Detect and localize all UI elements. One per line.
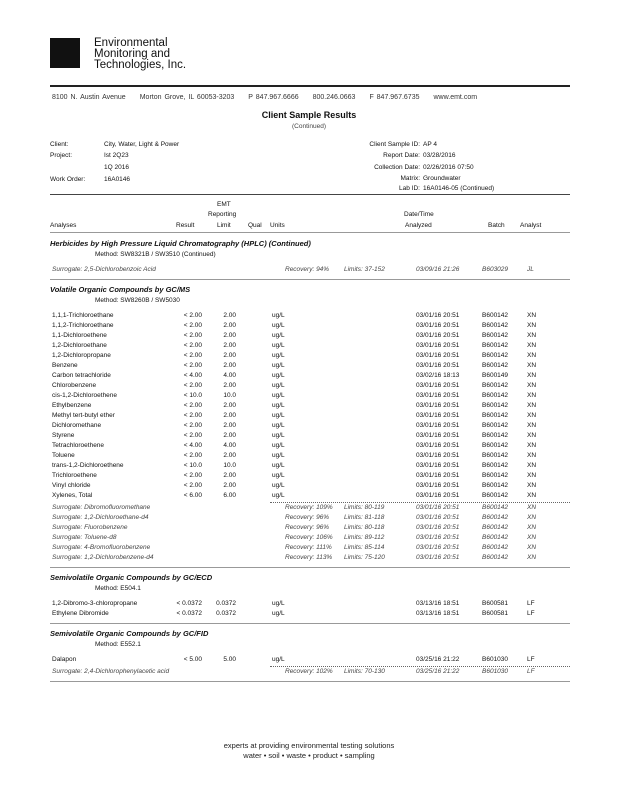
surrogate-row bbox=[0, 266, 618, 276]
reporting-limit: 2.00 bbox=[223, 332, 236, 339]
reporting-limit: 2.00 bbox=[223, 342, 236, 349]
analyst: XN bbox=[527, 422, 537, 429]
batch: B600142 bbox=[482, 432, 509, 439]
surrogate-name: Surrogate: Dibromofluoromethane bbox=[52, 504, 151, 511]
batch: B600142 bbox=[482, 332, 509, 339]
analyte-name: Tetrachloroethene bbox=[52, 442, 105, 449]
limits: Limits: 80-118 bbox=[344, 524, 385, 531]
reporting-limit: 2.00 bbox=[223, 472, 236, 479]
table-row bbox=[0, 600, 618, 610]
units: ug/L bbox=[272, 342, 285, 349]
date-analyzed: 03/01/16 20:51 bbox=[416, 514, 460, 521]
units: ug/L bbox=[272, 462, 285, 469]
analyst: XN bbox=[527, 322, 537, 329]
surrogate-name: Surrogate: 4-Bromofluorobenzene bbox=[52, 544, 151, 551]
result: < 4.00 bbox=[183, 442, 202, 449]
surrogate-row bbox=[0, 504, 618, 514]
result: < 2.00 bbox=[183, 402, 202, 409]
result: < 2.00 bbox=[183, 472, 202, 479]
date-analyzed: 03/01/16 20:51 bbox=[416, 382, 460, 389]
date-analyzed: 03/01/16 20:51 bbox=[416, 492, 460, 499]
table-row bbox=[0, 322, 618, 332]
batch: B600142 bbox=[482, 544, 509, 551]
surrogate-row bbox=[0, 514, 618, 524]
date-analyzed: 03/01/16 20:51 bbox=[416, 322, 460, 329]
analyst: XN bbox=[527, 432, 537, 439]
reporting-limit: 10.0 bbox=[223, 392, 236, 399]
table-row bbox=[0, 402, 618, 412]
client-value: City, Water, Light & Power bbox=[104, 141, 180, 148]
date-analyzed: 03/01/16 20:51 bbox=[416, 534, 460, 541]
analyst: XN bbox=[527, 402, 537, 409]
batch: B600142 bbox=[482, 322, 509, 329]
date-analyzed: 03/01/16 20:51 bbox=[416, 362, 460, 369]
batch: B600142 bbox=[482, 422, 509, 429]
date-analyzed: 03/01/16 20:51 bbox=[416, 342, 460, 349]
date-analyzed: 03/25/16 21:22 bbox=[416, 668, 460, 675]
surrogate-name: Surrogate: Toluene-d8 bbox=[52, 534, 117, 541]
reporting-limit: 0.0372 bbox=[216, 610, 236, 617]
analyst: XN bbox=[527, 332, 537, 339]
surrogate-name: Surrogate: 1,2-Dichlorobenzene-d4 bbox=[52, 554, 154, 561]
result: < 10.0 bbox=[183, 392, 202, 399]
analyte-name: Xylenes, Total bbox=[52, 492, 93, 499]
date-analyzed: 03/01/16 20:51 bbox=[416, 402, 460, 409]
analyte-name: 1,2-Dichloropropane bbox=[52, 352, 111, 359]
company-name-line: Technologies, Inc. bbox=[94, 59, 187, 71]
batch: B600581 bbox=[482, 600, 509, 607]
analyte-name: Benzene bbox=[52, 362, 78, 369]
batch: B600142 bbox=[482, 452, 509, 459]
units: ug/L bbox=[272, 422, 285, 429]
analyst: XN bbox=[527, 504, 537, 511]
result: < 2.00 bbox=[183, 362, 202, 369]
limits: Limits: 85-114 bbox=[344, 544, 385, 551]
surrogate-name: Surrogate: 2,5-Dichlorobenzoic Acid bbox=[52, 266, 156, 273]
analyst: LF bbox=[527, 610, 535, 617]
analyst: XN bbox=[527, 534, 537, 541]
table-row bbox=[0, 412, 618, 422]
analyst: XN bbox=[527, 382, 537, 389]
date-analyzed: 03/01/16 20:51 bbox=[416, 482, 460, 489]
result: < 2.00 bbox=[183, 482, 202, 489]
batch: B600142 bbox=[482, 352, 509, 359]
analyte-name: 1,1-Dichloroethene bbox=[52, 332, 107, 339]
batch: B600142 bbox=[482, 442, 509, 449]
batch: B600142 bbox=[482, 554, 509, 561]
section-title: Semivolatile Organic Compounds by GC/ECD bbox=[50, 573, 213, 582]
batch: B600142 bbox=[482, 402, 509, 409]
company-address bbox=[52, 94, 491, 101]
result: < 0.0372 bbox=[176, 610, 202, 617]
reporting-limit: 2.00 bbox=[223, 362, 236, 369]
batch: B600581 bbox=[482, 610, 509, 617]
header-reporting: Reporting bbox=[208, 211, 237, 218]
result: < 2.00 bbox=[183, 322, 202, 329]
analyst: XN bbox=[527, 312, 537, 319]
company-name-line: Environmental bbox=[94, 37, 168, 49]
sample-id-value: AP 4 bbox=[423, 141, 437, 148]
units: ug/L bbox=[272, 362, 285, 369]
date-analyzed: 03/09/16 21:26 bbox=[416, 266, 460, 273]
analyte-name: Dichloromethane bbox=[52, 422, 102, 429]
result: < 2.00 bbox=[183, 332, 202, 339]
recovery: Recovery: 94% bbox=[285, 266, 330, 273]
page-subtitle: (Continued) bbox=[292, 123, 326, 130]
result: < 6.00 bbox=[183, 492, 202, 499]
analyst: XN bbox=[527, 524, 537, 531]
section-title: Semivolatile Organic Compounds by GC/FID bbox=[50, 629, 209, 638]
table-row bbox=[0, 362, 618, 372]
reporting-limit: 0.0372 bbox=[216, 600, 236, 607]
result: < 2.00 bbox=[183, 412, 202, 419]
header-limit: Limit bbox=[217, 222, 231, 229]
date-analyzed: 03/01/16 20:51 bbox=[416, 544, 460, 551]
recovery: Recovery: 102% bbox=[285, 668, 333, 675]
batch: B600142 bbox=[482, 472, 509, 479]
date-analyzed: 03/01/16 20:51 bbox=[416, 312, 460, 319]
section-title: Volatile Organic Compounds by GC/MS bbox=[50, 285, 191, 294]
units: ug/L bbox=[272, 312, 285, 319]
method-label: Method: SW8321B / SW3510 (Continued) bbox=[95, 251, 216, 258]
reporting-limit: 4.00 bbox=[223, 372, 236, 379]
units: ug/L bbox=[272, 482, 285, 489]
batch: B600142 bbox=[482, 462, 509, 469]
analyte-name: 1,1,1-Trichloroethane bbox=[52, 312, 114, 319]
matrix-label: Matrix: bbox=[400, 175, 420, 182]
analyte-name: cis-1,2-Dichloroethene bbox=[52, 392, 118, 399]
reporting-limit: 2.00 bbox=[223, 432, 236, 439]
reporting-limit: 5.00 bbox=[223, 656, 236, 663]
units: ug/L bbox=[272, 452, 285, 459]
date-analyzed: 03/01/16 20:51 bbox=[416, 462, 460, 469]
method-label: Method: SW8260B / SW5030 bbox=[95, 297, 180, 304]
section-title: Herbicides by High Pressure Liquid Chromatography (HPLC) (Continued) bbox=[50, 239, 311, 248]
date-analyzed: 03/01/16 20:51 bbox=[416, 452, 460, 459]
phone: P 847.967.6666 bbox=[248, 94, 299, 101]
table-row bbox=[0, 392, 618, 402]
work-order-label: Work Order: bbox=[50, 176, 86, 183]
result: < 5.00 bbox=[183, 656, 202, 663]
date-analyzed: 03/01/16 20:51 bbox=[416, 422, 460, 429]
recovery: Recovery: 96% bbox=[285, 524, 330, 531]
analyst: XN bbox=[527, 544, 537, 551]
street: 8100 N. Austin Avenue bbox=[52, 94, 126, 101]
batch: B600142 bbox=[482, 382, 509, 389]
date-analyzed: 03/13/16 18:51 bbox=[416, 600, 460, 607]
batch: B600149 bbox=[482, 372, 509, 379]
analyst: XN bbox=[527, 412, 537, 419]
date-analyzed: 03/01/16 20:51 bbox=[416, 504, 460, 511]
result: < 2.00 bbox=[183, 312, 202, 319]
batch: B600142 bbox=[482, 524, 509, 531]
result: < 2.00 bbox=[183, 422, 202, 429]
table-row bbox=[0, 462, 618, 472]
reporting-limit: 6.00 bbox=[223, 492, 236, 499]
method-label: Method: E552.1 bbox=[95, 641, 141, 648]
method-label: Method: E504.1 bbox=[95, 585, 141, 592]
units: ug/L bbox=[272, 412, 285, 419]
website: www.emt.com bbox=[433, 94, 478, 101]
units: ug/L bbox=[272, 382, 285, 389]
reporting-limit: 4.00 bbox=[223, 442, 236, 449]
analyst: JL bbox=[527, 266, 534, 273]
analyte-name: trans-1,2-Dichloroethene bbox=[52, 462, 124, 469]
result: < 2.00 bbox=[183, 342, 202, 349]
reporting-limit: 2.00 bbox=[223, 482, 236, 489]
batch: B600142 bbox=[482, 362, 509, 369]
analyte-name: 1,2-Dibromo-3-chloropropane bbox=[52, 600, 138, 607]
project-value: Ist 2Q23 bbox=[104, 152, 129, 159]
batch: B600142 bbox=[482, 534, 509, 541]
reporting-limit: 2.00 bbox=[223, 402, 236, 409]
header-analyses: Analyses bbox=[50, 222, 77, 229]
analyte-name: 1,1,2-Trichloroethane bbox=[52, 322, 114, 329]
reporting-limit: 2.00 bbox=[223, 322, 236, 329]
header-qual: Qual bbox=[248, 222, 262, 229]
batch: B600142 bbox=[482, 482, 509, 489]
limits: Limits: 80-119 bbox=[344, 504, 385, 511]
table-row bbox=[0, 332, 618, 342]
table-row bbox=[0, 352, 618, 362]
batch: B600142 bbox=[482, 492, 509, 499]
analyst: XN bbox=[527, 514, 537, 521]
reporting-limit: 2.00 bbox=[223, 382, 236, 389]
analyst: XN bbox=[527, 362, 537, 369]
batch: B600142 bbox=[482, 392, 509, 399]
units: ug/L bbox=[272, 372, 285, 379]
units: ug/L bbox=[272, 610, 285, 617]
analyst: XN bbox=[527, 492, 537, 499]
header-batch: Batch bbox=[488, 222, 505, 229]
header-result: Result bbox=[176, 222, 195, 229]
analyte-name: Ethylbenzene bbox=[52, 402, 92, 409]
company-logo bbox=[50, 38, 80, 68]
table-row bbox=[0, 432, 618, 442]
analyst: XN bbox=[527, 352, 537, 359]
table-row bbox=[0, 422, 618, 432]
reporting-limit: 2.00 bbox=[223, 452, 236, 459]
limits: Limits: 70-130 bbox=[344, 668, 385, 675]
date-analyzed: 03/01/16 20:51 bbox=[416, 332, 460, 339]
date-analyzed: 03/01/16 20:51 bbox=[416, 412, 460, 419]
analyte-name: Methyl tert-butyl ether bbox=[52, 412, 115, 419]
result: < 2.00 bbox=[183, 382, 202, 389]
reporting-limit: 10.0 bbox=[223, 462, 236, 469]
collection-date-label: Collection Date: bbox=[374, 164, 420, 171]
units: ug/L bbox=[272, 322, 285, 329]
table-row bbox=[0, 492, 618, 502]
units: ug/L bbox=[272, 442, 285, 449]
company-name-line: Monitoring and bbox=[94, 48, 171, 60]
footer-tagline: experts at providing environmental testing solutions bbox=[223, 741, 395, 750]
table-row bbox=[0, 452, 618, 462]
table-row bbox=[0, 382, 618, 392]
surrogate-row bbox=[0, 668, 618, 678]
analyte-name: Carbon tetrachloride bbox=[52, 372, 111, 379]
result: < 2.00 bbox=[183, 452, 202, 459]
recovery: Recovery: 106% bbox=[285, 534, 333, 541]
recovery: Recovery: 96% bbox=[285, 514, 330, 521]
analyte-name: Trichloroethene bbox=[52, 472, 97, 479]
analyst: XN bbox=[527, 482, 537, 489]
result: < 4.00 bbox=[183, 372, 202, 379]
date-analyzed: 03/01/16 20:51 bbox=[416, 352, 460, 359]
table-row bbox=[0, 656, 618, 666]
recovery: Recovery: 111% bbox=[285, 544, 332, 551]
analyte-name: Ethylene Dibromide bbox=[52, 610, 109, 617]
header-analyst: Analyst bbox=[520, 222, 542, 229]
table-row bbox=[0, 482, 618, 492]
result: < 0.0372 bbox=[176, 600, 202, 607]
table-row bbox=[0, 342, 618, 352]
collection-date-value: 02/26/2016 07:50 bbox=[423, 164, 474, 171]
limits: Limits: 81-118 bbox=[344, 514, 385, 521]
units: ug/L bbox=[272, 472, 285, 479]
matrix-value: Groundwater bbox=[423, 175, 461, 182]
tollfree: 800.246.0663 bbox=[312, 94, 356, 101]
batch: B600142 bbox=[482, 504, 509, 511]
analyst: XN bbox=[527, 452, 537, 459]
header-units: Units bbox=[270, 222, 285, 229]
analyte-name: Styrene bbox=[52, 432, 75, 439]
surrogate-row bbox=[0, 554, 618, 564]
surrogate-row bbox=[0, 534, 618, 544]
date-analyzed: 03/01/16 20:51 bbox=[416, 554, 460, 561]
analyst: XN bbox=[527, 472, 537, 479]
report-date-value: 03/28/2016 bbox=[423, 152, 456, 159]
city: Morton Grove, IL 60053-3203 bbox=[139, 94, 235, 101]
analyst: XN bbox=[527, 554, 537, 561]
surrogate-row bbox=[0, 544, 618, 554]
units: ug/L bbox=[272, 432, 285, 439]
lab-id-value: 16A0146-05 (Continued) bbox=[423, 185, 495, 192]
analyte-name: Vinyl chloride bbox=[52, 482, 91, 489]
analyst: LF bbox=[527, 668, 535, 675]
table-row bbox=[0, 472, 618, 482]
client-label: Client: bbox=[50, 141, 69, 148]
batch: B601030 bbox=[482, 656, 509, 663]
table-row bbox=[0, 372, 618, 382]
analyst: XN bbox=[527, 462, 537, 469]
limits: Limits: 75-120 bbox=[344, 554, 385, 561]
analyte-name: 1,2-Dichloroethane bbox=[52, 342, 107, 349]
surrogate-name: Surrogate: 2,4-Dichlorophenylacetic acid bbox=[52, 668, 170, 675]
lab-id-label: Lab ID: bbox=[399, 185, 420, 192]
surrogate-name: Surrogate: Fluorobenzene bbox=[52, 524, 128, 531]
units: ug/L bbox=[272, 656, 285, 663]
company-name bbox=[94, 38, 186, 71]
units: ug/L bbox=[272, 332, 285, 339]
table-row bbox=[0, 610, 618, 620]
reporting-limit: 2.00 bbox=[223, 352, 236, 359]
project-value-2: 1Q 2016 bbox=[104, 164, 129, 171]
work-order-value: 16A0146 bbox=[104, 176, 131, 183]
units: ug/L bbox=[272, 352, 285, 359]
limits: Limits: 89-112 bbox=[344, 534, 385, 541]
units: ug/L bbox=[272, 402, 285, 409]
recovery: Recovery: 113% bbox=[285, 554, 333, 561]
fax: F 847.967.6735 bbox=[369, 94, 420, 101]
analyst: LF bbox=[527, 656, 535, 663]
batch: B600142 bbox=[482, 342, 509, 349]
batch: B603029 bbox=[482, 266, 509, 273]
units: ug/L bbox=[272, 492, 285, 499]
date-analyzed: 03/01/16 20:51 bbox=[416, 432, 460, 439]
reporting-limit: 2.00 bbox=[223, 422, 236, 429]
units: ug/L bbox=[272, 392, 285, 399]
reporting-limit: 2.00 bbox=[223, 312, 236, 319]
result: < 10.0 bbox=[183, 462, 202, 469]
batch: B600142 bbox=[482, 312, 509, 319]
footer-services: water • soil • waste • product • sampling bbox=[243, 751, 375, 760]
batch: B600142 bbox=[482, 514, 509, 521]
sample-id-label: Client Sample ID: bbox=[369, 141, 420, 148]
table-row bbox=[0, 312, 618, 322]
analyst: LF bbox=[527, 600, 535, 607]
analyst: XN bbox=[527, 442, 537, 449]
header-emt: EMT bbox=[217, 201, 231, 208]
analyte-name: Chlorobenzene bbox=[52, 382, 97, 389]
date-analyzed: 03/02/16 18:13 bbox=[416, 372, 460, 379]
result: < 2.00 bbox=[183, 432, 202, 439]
batch: B600142 bbox=[482, 412, 509, 419]
page-title: Client Sample Results bbox=[261, 110, 357, 120]
surrogate-name: Surrogate: 1,2-Dichloroethane-d4 bbox=[52, 514, 149, 521]
result: < 2.00 bbox=[183, 352, 202, 359]
units: ug/L bbox=[272, 600, 285, 607]
date-analyzed: 03/01/16 20:51 bbox=[416, 392, 460, 399]
limits: Limits: 37-152 bbox=[344, 266, 385, 273]
analyst: XN bbox=[527, 372, 537, 379]
analyte-name: Toluene bbox=[52, 452, 75, 459]
date-analyzed: 03/13/16 18:51 bbox=[416, 610, 460, 617]
analyst: XN bbox=[527, 342, 537, 349]
header-analyzed: Analyzed bbox=[405, 222, 432, 229]
date-analyzed: 03/01/16 20:51 bbox=[416, 524, 460, 531]
table-row bbox=[0, 442, 618, 452]
reporting-limit: 2.00 bbox=[223, 412, 236, 419]
recovery: Recovery: 109% bbox=[285, 504, 333, 511]
analyst: XN bbox=[527, 392, 537, 399]
date-analyzed: 03/25/16 21:22 bbox=[416, 656, 460, 663]
date-analyzed: 03/01/16 20:51 bbox=[416, 442, 460, 449]
date-analyzed: 03/01/16 20:51 bbox=[416, 472, 460, 479]
header-datetime: Date/Time bbox=[404, 211, 434, 218]
project-label: Project: bbox=[50, 152, 73, 159]
analyte-name: Dalapon bbox=[52, 656, 77, 663]
batch: B601030 bbox=[482, 668, 509, 675]
surrogate-row bbox=[0, 524, 618, 534]
report-date-label: Report Date: bbox=[383, 152, 420, 159]
